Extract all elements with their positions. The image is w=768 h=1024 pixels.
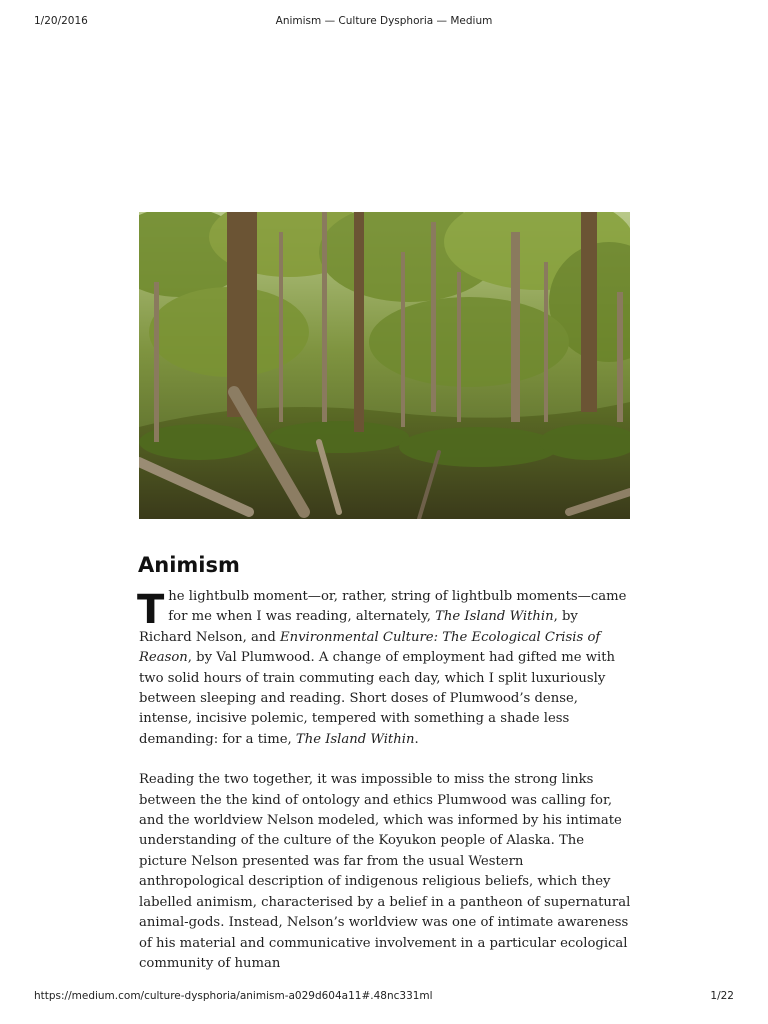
print-footer bbox=[0, 990, 768, 1006]
page-number: 1/22 bbox=[710, 990, 734, 1002]
article-body bbox=[139, 587, 631, 974]
paragraph-text: . bbox=[414, 731, 419, 747]
hero-image bbox=[139, 212, 630, 519]
page-url: https://medium.com/culture-dysphoria/animism-a029d604a11#.48nc331ml bbox=[34, 990, 433, 1002]
paragraph-text: , by Richard Nelson, and bbox=[139, 609, 578, 645]
article-paragraph: Reading the two together, it was impossible to miss the strong links between the the kind of ontology and ethics Plumwood was calling for, and the worldview Nelson modeled, which was informed by his intimate understanding of the culture of the Koyukon people of Alaska. The picture Nelson presented was far from the usual Western anthropological description of indigenous religious beliefs, which they labelled animism, characterised by a belief in a pantheon of supernatural animal-gods. Instead, Nelson’s worldview was one of intimate awareness of his material and communicative involvement in a particular ecological community of human bbox=[139, 772, 631, 971]
print-date: 1/20/2016 bbox=[34, 15, 88, 27]
forest-illustration bbox=[139, 212, 630, 519]
paragraph-text: , by Val Plumwood. A change of employment had gifted me with two solid hours of train commuting each day, which I split luxuriously between sleeping and reading. Short doses of Plumwood’s dense, intense, incisive polemic, tempered with something a shade less demanding: for a time, bbox=[139, 650, 616, 747]
book-title: The Island Within bbox=[435, 609, 554, 625]
print-page-title: Animism — Culture Dysphoria — Medium bbox=[275, 15, 493, 27]
book-title: The Island Within bbox=[295, 731, 415, 747]
book-title: Environmental Culture: The Ecological Crisis of Reason bbox=[139, 629, 601, 666]
article-paragraph bbox=[139, 587, 631, 750]
article-title: Animism bbox=[138, 553, 240, 577]
drop-cap: T bbox=[137, 587, 165, 633]
print-header bbox=[0, 15, 768, 31]
paragraph-text: he lightbulb moment—or, rather, string of lightbulb moments—came for me when I was reading, alternately, bbox=[168, 589, 627, 625]
